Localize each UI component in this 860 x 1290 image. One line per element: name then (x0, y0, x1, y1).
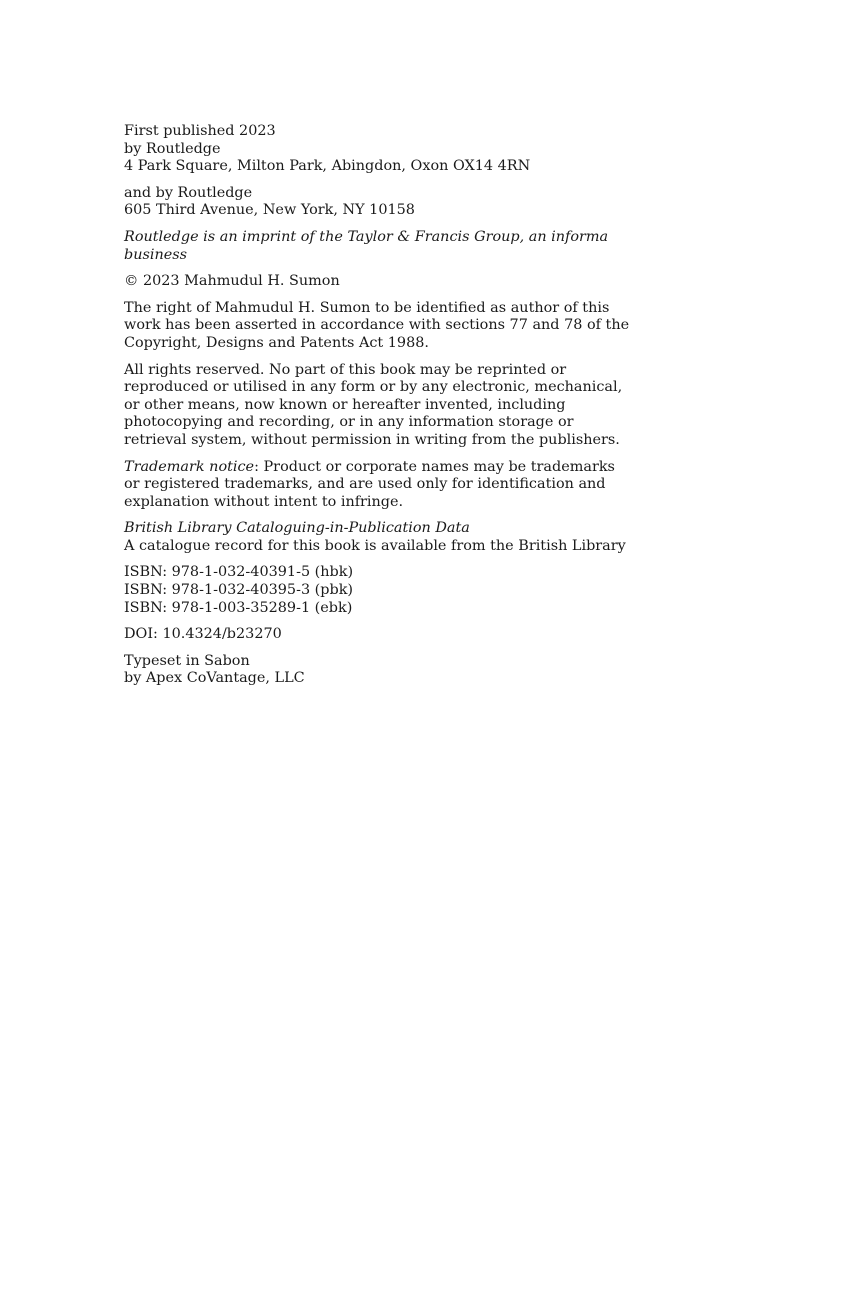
us-publisher: and by Routledge (124, 184, 253, 201)
imprint-notice: Routledge is an imprint of the Taylor & Francis Group, an informa business (124, 228, 609, 263)
cip-block (124, 520, 626, 555)
publisher-name: by Routledge (124, 140, 221, 157)
moral-rights-notice: The right of Mahmudul H. Sumon to be identified as author of this work has been asserted in accordance with sections 77 and 78 of the Copyright, Designs and Patents Act 1988. (124, 299, 630, 351)
typeset-font: Typeset in Sabon (124, 652, 250, 669)
cip-text: A catalogue record for this book is available from the British Library (124, 537, 626, 554)
rights-reserved-notice: All rights reserved. No part of this book may be reprinted or reproduced or utilised in any form or by any electronic, mechanical, or other means, now known or hereafter invented, including photocopying and recording, or in any information storage or retrieval system, without permission in writing from the publishers. (124, 361, 623, 448)
isbn-pbk: ISBN: 978-1-032-40395-3 (pbk) (124, 582, 354, 599)
isbn-ebk: ISBN: 978-1-003-35289-1 (ebk) (124, 599, 353, 616)
isbn-block (124, 564, 594, 617)
doi-block (124, 626, 594, 644)
copyright-page (124, 123, 630, 697)
typesetter: by Apex CoVantage, LLC (124, 670, 305, 687)
us-office-block (124, 185, 594, 220)
copyright-notice: © 2023 Mahmudul H. Sumon (124, 273, 340, 290)
first-published: First published 2023 (124, 123, 276, 139)
doi: DOI: 10.4324/b23270 (124, 626, 282, 643)
cip-heading: British Library Cataloguing-in-Publication Data (124, 520, 470, 537)
trademark-label: Trademark notice (124, 458, 255, 475)
typeset-block (124, 653, 594, 688)
us-address: 605 Third Avenue, New York, NY 10158 (124, 202, 415, 219)
isbn-hbk: ISBN: 978-1-032-40391-5 (hbk) (124, 564, 354, 581)
publication-block (124, 123, 594, 176)
trademark-notice: Trademark notice: Product or corporate names may be trademarks or registered trademarks, and are used only for identification and explanation without intent to infringe. (124, 458, 615, 510)
publisher-address: 4 Park Square, Milton Park, Abingdon, Oxon OX14 4RN (124, 158, 531, 175)
